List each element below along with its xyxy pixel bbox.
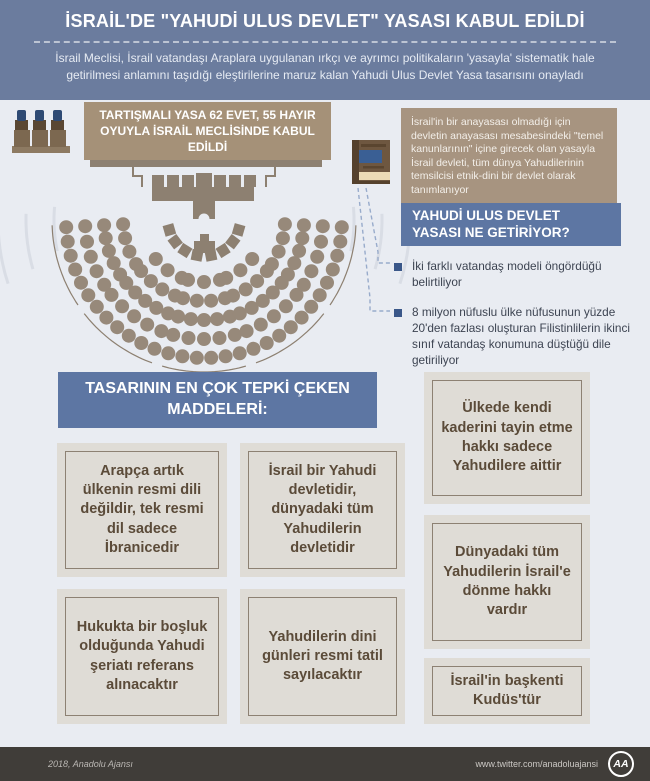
minister-seat (163, 223, 177, 237)
parliament-seat (78, 219, 92, 233)
article-text: Arapça artık ülkenin resmi dili değildir, tek resmi dil sadece İbranicedir (80, 462, 204, 556)
parliament-seat (313, 288, 327, 302)
article-card (424, 658, 590, 724)
parliament-seat (81, 288, 95, 302)
parliament-seat (140, 318, 154, 332)
parliament-seat (204, 294, 218, 308)
parliament-seat (197, 313, 211, 327)
dashed-divider (34, 41, 616, 43)
parliament-seat (161, 263, 175, 277)
speakers-podium-illustration (12, 110, 70, 153)
parliament-seat (149, 252, 163, 266)
parliament-seat (134, 264, 148, 278)
article-card (240, 443, 405, 577)
parliament-seat (90, 264, 104, 278)
parliament-seat (310, 250, 324, 264)
parliament-seat (97, 218, 111, 232)
law-question-heading: YAHUDİ ULUS DEVLET YASASI NE GETİRİYOR? (401, 203, 621, 246)
parliament-seat (184, 312, 198, 326)
parliament-seat (84, 250, 98, 264)
minister-seat (232, 223, 246, 237)
parliament-seat (272, 329, 286, 343)
law-description-box: İsrail'in bir anayasası olmadığı için devletin anayasası mesabesindeki "temel kanunlarının" içine girecek olan yasayla İsrail devleti, tüm dünya Yahudilerinin temsilcisi etnik-dini bir devlet olarak tanımlanıyor (401, 108, 617, 205)
parliament-seat (197, 275, 211, 289)
parliament-seat (333, 235, 347, 249)
twitter-url: www.twitter.com/anadoluajansi (475, 759, 598, 769)
parliament-seat (267, 309, 281, 323)
parliament-seat (61, 235, 75, 249)
parliament-seat (115, 299, 129, 313)
parliament-seat (190, 294, 204, 308)
parliament-seat (80, 235, 94, 249)
parliament-seat (210, 312, 224, 326)
parliament-seat (155, 282, 169, 296)
parliament-seat (68, 263, 82, 277)
parliament-seat (254, 318, 268, 332)
parliament-seat (272, 245, 286, 259)
parliament-seat (182, 331, 196, 345)
parliament-seat (105, 288, 119, 302)
parliament-seat (316, 219, 330, 233)
credit-text: 2018, Anadolu Ajansı (48, 759, 133, 769)
parliament-seat (233, 263, 247, 277)
article-text: Ülkede kendi kaderini tayin etme hakkı sadece Yahudilere aittir (441, 400, 573, 475)
parliament-seat (64, 249, 78, 263)
bullet-item (394, 259, 630, 291)
parliament-seat (304, 300, 318, 314)
parliament-seat (260, 336, 274, 350)
parliament-seat (171, 310, 185, 324)
article-card (57, 589, 227, 724)
bullet-square-icon (394, 309, 402, 317)
articles-heading: TASARININ EN ÇOK TEPKİ ÇEKEN MADDELERİ: (58, 372, 377, 428)
minister-seat (191, 249, 204, 262)
parliament-seat (250, 274, 264, 288)
footer (0, 747, 650, 781)
parliament-seat (314, 235, 328, 249)
parliament-seat (161, 346, 175, 360)
bullet-text: İki farklı vatandaş modeli öngördüğü belirtiliyor (412, 259, 602, 289)
parliament-seat (320, 276, 334, 290)
parliament-seat (175, 349, 189, 363)
parliament-seat (116, 217, 130, 231)
parliament-seat (247, 342, 261, 356)
parliament-seat (149, 301, 163, 315)
parliament-seat (118, 231, 132, 245)
parliament-seat (295, 311, 309, 325)
article-card (424, 515, 590, 649)
header (0, 0, 650, 100)
parliament-seat (297, 218, 311, 232)
parliament-seat (213, 331, 227, 345)
parliament-seat (287, 256, 301, 270)
parliament-seat (204, 351, 218, 365)
article-text: Yahudilerin dini günleri resmi tatil sayılacaktır (262, 628, 383, 684)
parliament-seat (335, 220, 349, 234)
parliament-seat (110, 320, 124, 334)
page-title: İSRAİL'DE "YAHUDİ ULUS DEVLET" YASASI KABUL EDİLDİ (65, 11, 585, 31)
bullet-square-icon (394, 263, 402, 271)
article-card (57, 443, 227, 577)
parliament-seat (99, 231, 113, 245)
parliament-seat (99, 311, 113, 325)
parliament-seat (278, 217, 292, 231)
parliament-seat (122, 329, 136, 343)
parliament-seat (102, 244, 116, 258)
parliament-seat (330, 249, 344, 263)
parliament-seat (284, 320, 298, 334)
article-text: İsrail bir Yahudi devletidir, dünyadaki tüm Yahudilerin devletidir (268, 462, 377, 556)
parliament-seat (90, 300, 104, 314)
parliament-seat (134, 336, 148, 350)
parliament-seat (326, 263, 340, 277)
vote-result-box: TARTIŞMALI YASA 62 EVET, 55 HAYIR OYUYLA İSRAİL MECLİSİNDE KABUL EDİLDİ (84, 102, 331, 160)
parliament-seat (219, 271, 233, 285)
article-text: Hukukta bir boşluk olduğunda Yahudi şeriatı referans alınacaktır (76, 618, 208, 693)
parliament-seat (59, 220, 73, 234)
parliament-seat (304, 264, 318, 278)
parliament-seat (197, 332, 211, 346)
parliament-seat (219, 349, 233, 363)
bullet-item (394, 305, 630, 369)
law-book-icon (352, 140, 390, 184)
parliament-seat (226, 289, 240, 303)
article-card (424, 372, 590, 504)
parliament-seat (233, 346, 247, 360)
bullet-text: 8 milyon nüfuslu ülke nüfusunun yüzde 20'den fazlası oluşturan Filistinlilerin ikinci sınıf vatandaş konumuna düştüğü dile getiriliyor (412, 305, 630, 367)
page-subtitle: İsrail Meclisi, İsrail vatandaşı Araplara uygulanan ırkçı ve ayrımcı politikaların 'yasayla' sistematik hale getirilmesi anlamını taşıdığı eleştirilerine maruz kalan Yahudi Ulus Devlet Yasa tasarısını onayladı (55, 51, 595, 83)
parliament-seat (122, 245, 136, 259)
parliament-seat (276, 231, 290, 245)
article-text: İsrail'in başkenti Kudüs'tür (450, 672, 564, 708)
article-text: Dünyadaki tüm Yahudilerin İsrail'e dönme hakkı vardır (443, 544, 571, 619)
parliament-seat (144, 274, 158, 288)
parliament-seat (239, 282, 253, 296)
parliament-seat (295, 231, 309, 245)
parliament-seat (240, 324, 254, 338)
parliament-seat (74, 276, 88, 290)
parliament-seat (181, 273, 195, 287)
parliament-seat (279, 299, 293, 313)
parliament-seat (166, 328, 180, 342)
article-card (240, 589, 405, 724)
parliament-seat (265, 257, 279, 271)
dashed-connector-lines (358, 188, 390, 311)
minister-seat (204, 249, 217, 262)
parliament-seat (190, 351, 204, 365)
parliament-seat (127, 309, 141, 323)
parliament-seat (148, 342, 162, 356)
parliament-seat (297, 278, 311, 292)
parliament-seat (176, 291, 190, 305)
parliament-seat (233, 306, 247, 320)
aa-logo: AA (608, 751, 634, 777)
parliament-seat (292, 244, 306, 258)
parliament-seat (245, 252, 259, 266)
